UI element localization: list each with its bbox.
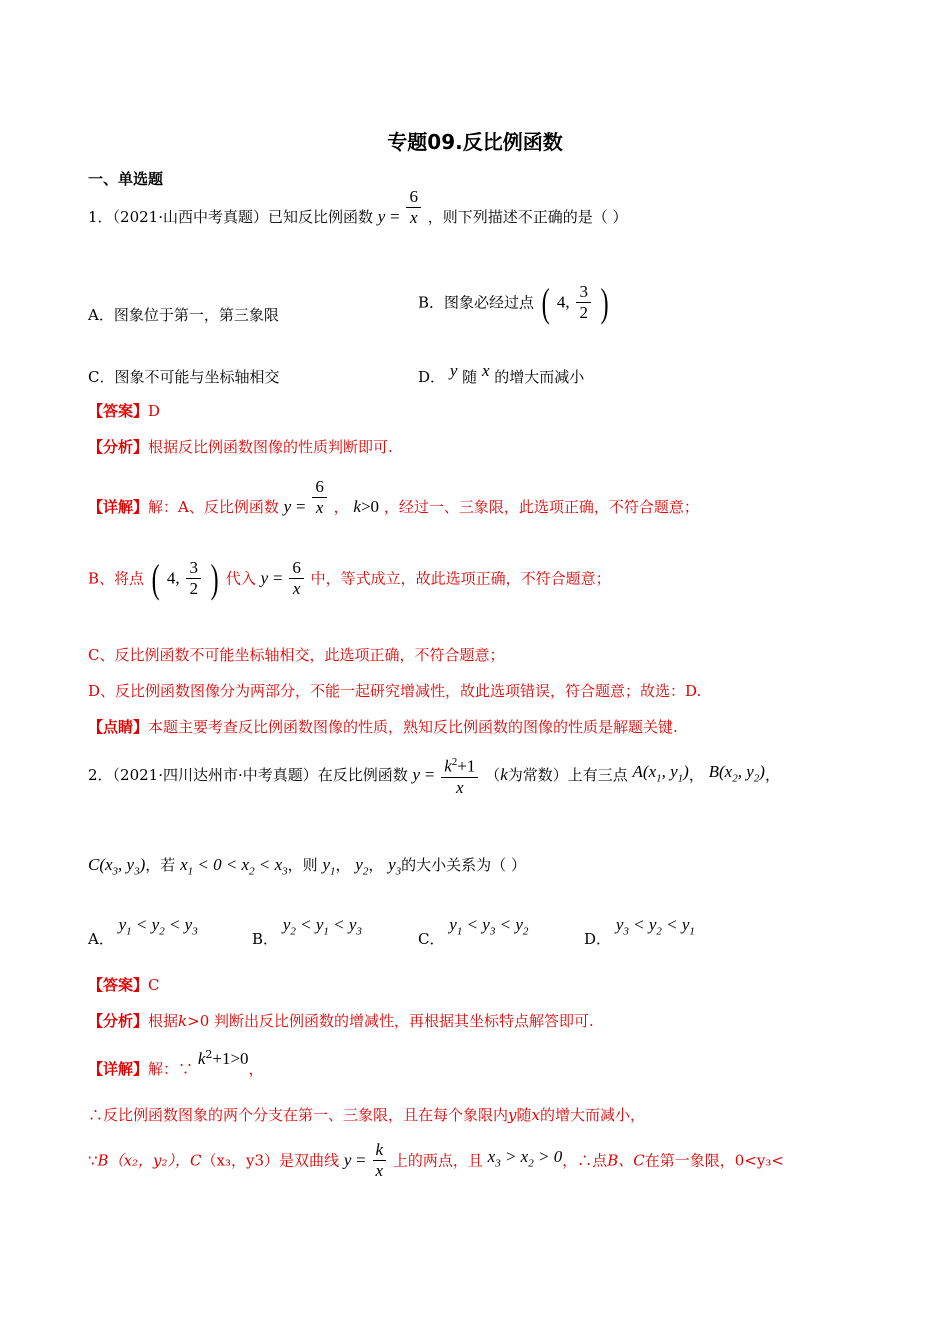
q2-option-d	[584, 914, 695, 948]
last-c-coord: （x₃，y3）是双曲线	[201, 1151, 340, 1170]
q2-line2-sep: ，	[335, 856, 351, 874]
q1-detail-c: C、反比例函数不可能坐标轴相交，此选项正确，不符合题意；	[88, 646, 505, 664]
q2-option-d-label: D．	[584, 930, 612, 948]
therefore-y: y	[508, 1106, 517, 1124]
frac-den: x	[373, 1160, 387, 1181]
last-y: y	[343, 1150, 352, 1170]
detail-b-eq: =	[272, 568, 283, 588]
q1-stem-post: ，则下列描述不正确的是（ ）	[427, 208, 628, 226]
left-paren: (	[541, 279, 550, 325]
q1-option-d-x: x	[481, 361, 490, 380]
q2-y1: $y_1$	[322, 855, 336, 878]
q2-line2-post: 的大小关系为（ ）	[401, 856, 526, 874]
q2-sep: ，	[688, 765, 704, 784]
q1-detail-d: D、反比例函数图像分为两部分，不能一起研究增减性，故此选项错误，符合题意；故选：D.	[88, 682, 702, 700]
last-mid: 上的两点，且	[392, 1151, 483, 1170]
q2-detail	[88, 1048, 890, 1080]
q1-option-d-y: y	[449, 361, 458, 380]
q1-option-a: A．图象位于第一，第三象限	[88, 306, 279, 324]
q2-line2-then: ，则	[287, 856, 318, 874]
q2-stem-pre: 2．（2021·四川达州市·中考真题）在反比例函数	[88, 765, 408, 784]
therefore-mid: 随	[516, 1106, 532, 1124]
last-post: ，∴点	[562, 1151, 608, 1170]
detail-a-gt0: >0	[360, 497, 380, 516]
analysis-pre: 根据	[148, 1012, 179, 1030]
frac-num: 6	[315, 476, 324, 496]
analysis-tag: 【分析】	[88, 1012, 149, 1030]
frac-den: 2	[576, 302, 591, 323]
detail-a-y: y	[283, 497, 292, 516]
therefore-post: 的增大而减小，	[539, 1106, 645, 1124]
q1-analysis	[88, 436, 890, 458]
q1-option-d-post: 的增大而减小	[494, 368, 585, 386]
q1-stem	[88, 186, 890, 228]
last-eq: =	[356, 1150, 366, 1170]
last-bc: B、C	[607, 1151, 645, 1170]
q1-eq: =	[390, 207, 400, 226]
analysis-post: >0 判断出反比例函数的增减性，再根据其坐标特点解答即可.	[187, 1012, 594, 1030]
q2-option-b	[252, 914, 362, 948]
point-b: $B(x_2$, $y_2$)	[708, 761, 765, 785]
last-fraction	[373, 1140, 387, 1181]
q1-option-d-mid: 随	[462, 368, 478, 386]
q2-therefore	[88, 1104, 890, 1126]
q2-frac-den: x	[441, 777, 478, 798]
q2-eq: =	[424, 764, 435, 784]
q1-detail-a	[88, 476, 890, 518]
q1-detail-b	[88, 555, 890, 624]
q2-stem-mid2: 为常数）上有三点	[507, 765, 628, 784]
detail-pre: 解：∵	[148, 1060, 194, 1078]
q2-stem-line1	[88, 752, 890, 812]
comment-tag: 【点睛】	[88, 718, 149, 736]
last-because: ∵	[88, 1151, 98, 1170]
frac-num: 6	[292, 558, 301, 577]
q2-y: y	[412, 764, 421, 784]
last-b-coord: （x₂，y₂），	[108, 1151, 191, 1170]
answer-value: C	[148, 976, 160, 994]
detail-b-fraction	[289, 558, 304, 599]
q1-option-b-label: B．图象必经过点	[418, 293, 535, 312]
q2-stem-k: k	[500, 764, 508, 784]
q2-answer	[88, 974, 890, 996]
right-paren: )	[600, 279, 609, 325]
last-c: C	[190, 1151, 202, 1170]
q2-y2: $y_2$	[355, 855, 369, 878]
point-a: $A(x_1$, $y_1$)	[632, 761, 689, 785]
detail-a-eq: =	[295, 497, 306, 516]
frac-num: 3	[579, 282, 588, 301]
q2-option-a	[88, 914, 198, 948]
detail-a-pre: 解：A、反比例函数	[148, 498, 279, 516]
q2-option-d-expr: $y_3 < y_2 < y_1$	[615, 915, 695, 938]
therefore-x: x	[531, 1106, 540, 1124]
frac-den: x	[289, 578, 304, 599]
q2-option-a-expr: $y_1 < y_2 < y_3$	[118, 915, 198, 938]
q2-line2-sep2: ，	[368, 856, 384, 874]
detail-inequality: $k^2+1>0$	[197, 1048, 249, 1068]
detail-post: ，	[248, 1060, 264, 1078]
q1-answer	[88, 400, 890, 422]
detail-tag: 【详解】	[88, 1060, 149, 1078]
q2-option-c-expr: $y_1 < y_3 < y_2$	[449, 915, 529, 938]
detail-b-y: y	[260, 568, 269, 588]
frac-num: 3	[189, 558, 198, 577]
point-y-fraction	[186, 558, 201, 599]
q2-frac-num: $k^2+1$	[444, 756, 476, 776]
q1-fraction	[406, 187, 421, 228]
q2-option-c	[418, 914, 529, 948]
detail-b-post: 中，等式成立，故此选项正确，不符合题意；	[310, 569, 611, 588]
q2-option-a-label: A．	[88, 930, 114, 948]
q2-option-b-expr: $y_2 < y_1 < y_3$	[282, 915, 362, 938]
answer-value: D	[148, 402, 161, 420]
frac-den: 2	[186, 578, 201, 599]
analysis-k: k	[178, 1012, 188, 1030]
frac-den: x	[312, 497, 327, 518]
right-paren: )	[210, 555, 219, 601]
q1-option-c: C．图象不可能与坐标轴相交	[88, 368, 280, 386]
q2-option-b-label: B．	[252, 930, 279, 948]
q2-sep2: ，	[764, 765, 780, 784]
q1-option-d	[418, 361, 585, 388]
point-c: $C(x_3$, $y_3$)	[88, 855, 146, 878]
detail-a-post: ，经过一、三象限，此选项正确，不符合题意；	[383, 498, 699, 516]
frac-num: k	[375, 1140, 384, 1159]
q1-stem-pre: 1．（2021·山西中考真题）已知反比例函数	[88, 208, 373, 226]
point-x: 4,	[166, 568, 180, 588]
detail-tag: 【详解】	[88, 498, 149, 516]
last-b: B	[97, 1151, 109, 1170]
q2-stem-line2	[88, 854, 890, 882]
q2-last-line	[88, 1140, 890, 1200]
therefore-pre: ∴反比例函数图象的两个分支在第一、三象限，且在每个象限内	[88, 1106, 509, 1124]
point-y-fraction	[576, 282, 591, 323]
q2-analysis	[88, 1010, 890, 1032]
analysis-text: 根据反比例函数图像的性质判断即可.	[148, 438, 393, 456]
q2-condition: $x_1 < 0 < x_2 < x_3$	[180, 855, 288, 878]
q2-option-c-label: C．	[418, 930, 445, 948]
answer-tag: 【答案】	[88, 976, 149, 994]
q1-option-d-pre: D．	[418, 368, 446, 386]
point-x: 4,	[556, 292, 570, 312]
detail-b-pre: B、将点	[88, 569, 145, 588]
q1-frac-num: 6	[409, 186, 418, 206]
detail-a-fraction	[312, 477, 327, 518]
q2-stem-mid: （	[485, 765, 501, 784]
last-condition: $x_3 > x_2 > 0$	[487, 1147, 563, 1170]
q2-fraction	[441, 752, 478, 798]
detail-a-k: k	[353, 497, 361, 516]
answer-tag: 【答案】	[88, 402, 149, 420]
detail-a-mid: ，	[333, 498, 349, 516]
comment-text: 本题主要考查反比例函数图像的性质，熟知反比例函数的图像的性质是解题关键.	[148, 718, 678, 736]
q2-line2-mid: ，若	[145, 856, 176, 874]
q1-comment	[88, 716, 890, 738]
page-title: 专题09.反比例函数	[387, 130, 563, 154]
q2-y3: $y_3$	[388, 855, 402, 878]
section-heading: 一、单选题	[88, 170, 164, 188]
detail-b-mid: 代入	[225, 569, 256, 588]
last-tail: 在第一象限，0<y₃<	[644, 1151, 784, 1170]
q1-y: y	[377, 207, 386, 226]
analysis-tag: 【分析】	[88, 438, 149, 456]
q1-frac-den: x	[406, 207, 421, 228]
q1-option-b	[418, 279, 611, 348]
left-paren: (	[151, 555, 160, 601]
